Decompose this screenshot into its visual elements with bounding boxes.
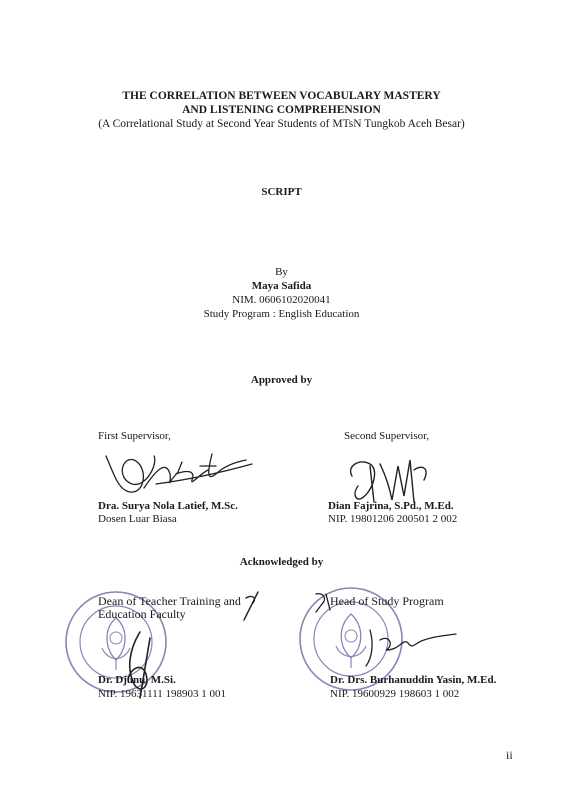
second-supervisor-id: NIP. 19801206 200501 2 002 xyxy=(328,513,458,525)
dean-role-line-2: Education Faculty xyxy=(98,607,186,621)
title-line-2: AND LISTENING COMPREHENSION xyxy=(182,104,381,116)
first-supervisor-position: Dosen Luar Biasa xyxy=(98,513,177,525)
approved-by-heading: Approved by xyxy=(250,374,313,386)
first-supervisor-role: First Supervisor, xyxy=(98,430,171,442)
head-id: NIP. 19600929 198603 1 002 xyxy=(330,688,460,700)
study-program: Study Program : English Education xyxy=(203,308,360,320)
head-role: Head of Study Program xyxy=(330,594,444,608)
subtitle: (A Correlational Study at Second Year Students of MTsN Tungkob Aceh Besar) xyxy=(98,118,465,130)
dean-name: Dr. Djunu, M.Si. xyxy=(98,674,176,686)
first-supervisor-name: Dra. Surya Nola Latief, M.Sc. xyxy=(98,500,238,512)
author-nim: NIM. 0606102020041 xyxy=(232,294,331,306)
first-supervisor-signature xyxy=(96,444,256,502)
by-label: By xyxy=(275,266,288,278)
author-name: Maya Safida xyxy=(251,280,312,292)
dean-initial-mark xyxy=(240,590,264,622)
second-supervisor-name: Dian Fajrina, S.Pd., M.Ed. xyxy=(328,500,454,512)
title-line-1: THE CORRELATION BETWEEN VOCABULARY MASTERY xyxy=(122,90,441,102)
dean-id: NIP. 19631111 198903 1 001 xyxy=(98,688,227,700)
head-name: Dr. Drs. Burhanuddin Yasin, M.Ed. xyxy=(330,674,497,686)
second-supervisor-role: Second Supervisor, xyxy=(344,430,430,442)
dean-role-line-1: Dean of Teacher Training and xyxy=(98,594,241,608)
page-number: ii xyxy=(506,748,513,762)
head-signature xyxy=(360,620,460,670)
document-type: SCRIPT xyxy=(261,186,302,198)
acknowledged-by-heading: Acknowledged by xyxy=(239,556,324,568)
